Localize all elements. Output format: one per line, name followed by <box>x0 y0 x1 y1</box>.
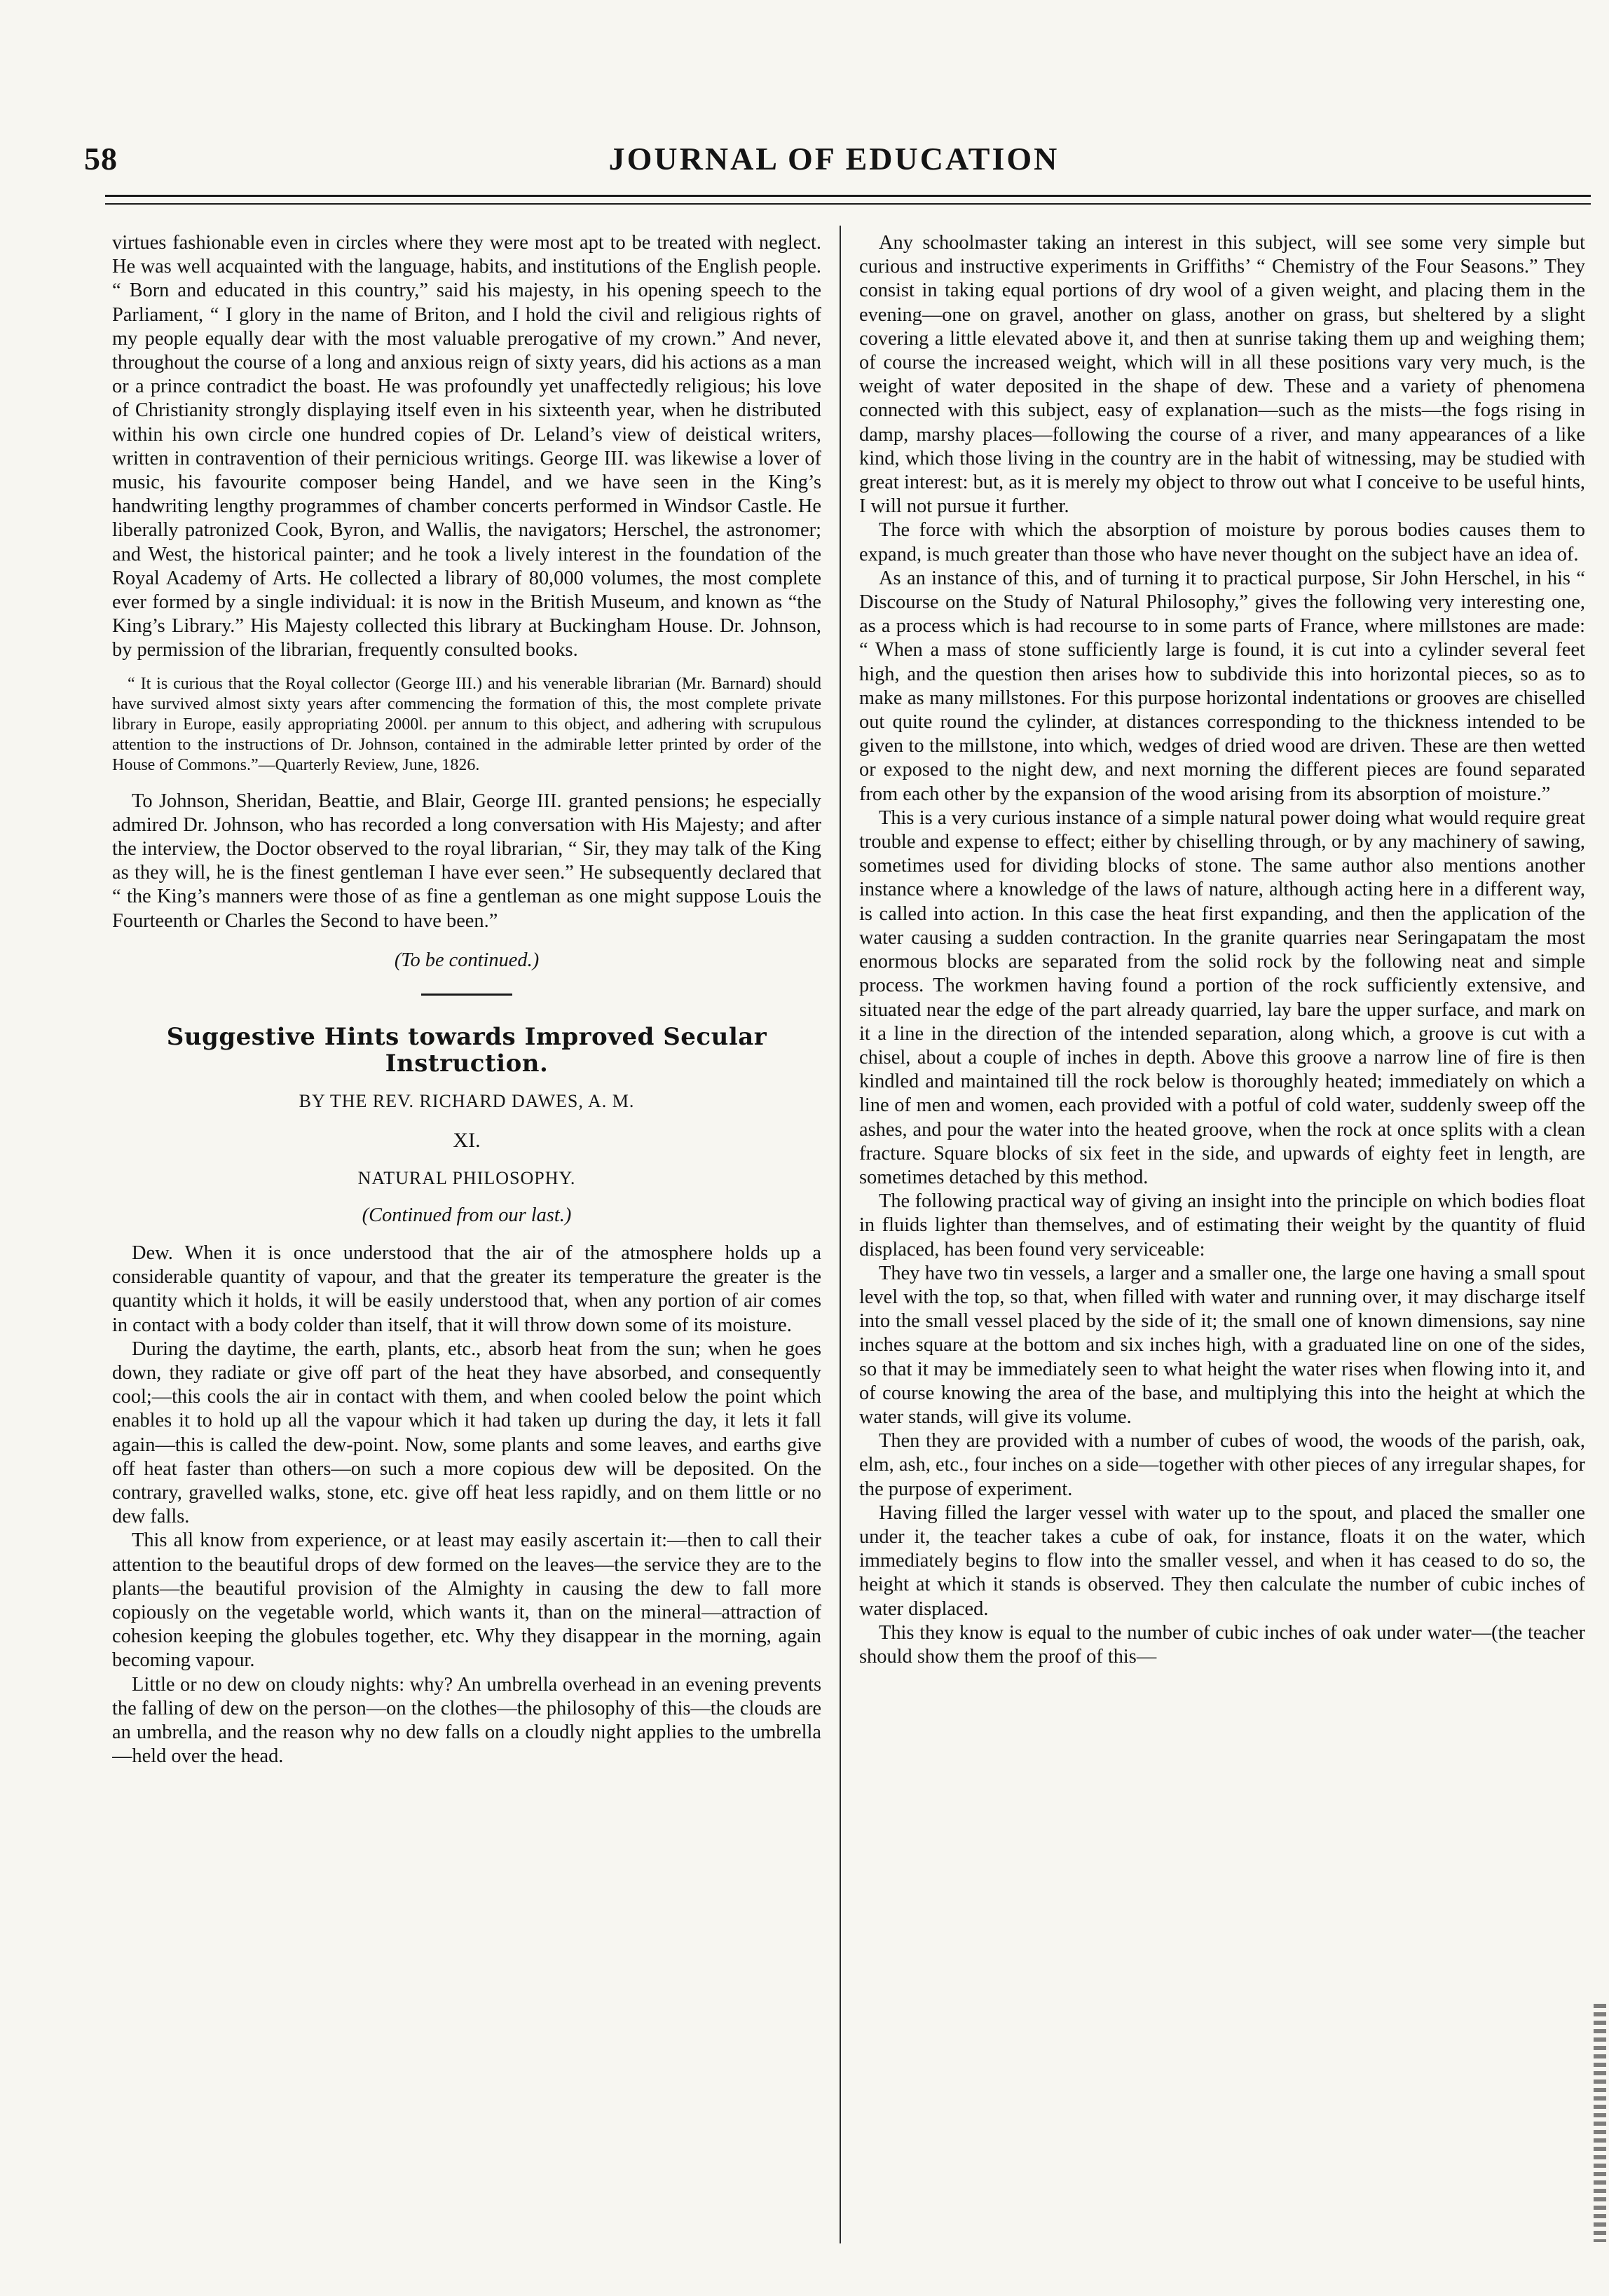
paragraph: This is a very curious instance of a simple natural power doing what would require great trouble and expense to effect; either by chiselling through, or by any machinery of sawing, sometimes used for dividing blocks of stone. The same author also mentions another instance where a knowledge of the laws of nature, although acting here in a different way, is called into action. In this case the heat first expanding, and then the application of the water causing a sudden contraction. In the granite quarries near Seringapatam the most enormous blocks are separated from the solid rock by the following neat and simple process. The workmen having found a portion of the rock sufficiently extensive, and situated near the edge of the part already quarried, lay bare the upper surface, and mark on it a line in the direction of the intended separation, along which, a groove is cut with a chisel, about a couple of inches in depth. Above this groove a narrow line of fire is then kindled and maintained till the rock below is thoroughly heated; immediately on which a line of men and women, each provided with a potful of cold water, suddenly sweep off the ashes, and pour the water into the heated groove, when the rock at once splits with a clean fracture. Square blocks of six feet in the side, and upwards of eighty feet in length, are sometimes detached by this method. <box>859 806 1585 1188</box>
paragraph: To Johnson, Sheridan, Beattie, and Blair, George III. granted pensions; he especially admired Dr. Johnson, who has recorded a long conversation with His Majesty; and after the interview, the Doctor observed to the royal librarian, “ Sir, they may talk of the King as they will, he is the finest gentleman I have ever seen.” He subsequently declared that “ the King’s manners were those of as fine a gentleman as one might suppose Louis the Fourteenth or Charles the Second to have been.” <box>112 790 821 932</box>
paragraph: Dew. When it is once understood that the air of the atmosphere holds up a considerable quantity of vapour, and that the greater its temperature the greater is the quantity which it holds, it will be easily understood that, when any portion of air comes in contact with a body colder than itself, that it will throw down some of its moisture. <box>112 1242 821 1336</box>
continued-note: (Continued from our last.) <box>362 1204 572 1226</box>
to-be-continued: (To be continued.) <box>394 949 540 971</box>
binding-edge-mark <box>1594 2004 1606 2242</box>
right-column <box>859 231 1585 2242</box>
running-title: JOURNAL OF EDUCATION <box>608 141 1060 177</box>
section-subject: NATURAL PHILOSOPHY. <box>357 1168 576 1189</box>
paragraph: They have two tin vessels, a larger and a smaller one, the large one having a small spout level with the top, so that, when filled with water and running over, it may discharge itself into the small vessel placed by the side of it; the small one of known dimensions, say nine inches square at the bottom and six inches high, with a graduated line on one of the sides, so that it may be immediately seen to what height the water rises when flowing into it, and of course knowing the area of the base, and multiplying this into the height at which the water stands, will give its volume. <box>859 1262 1585 1428</box>
paragraph: Having filled the larger vessel with water up to the spout, and placed the smaller one under it, the teacher takes a cube of oak, for instance, floats it on the water, which immediately begins to flow into the smaller vessel, and when it has ceased to do so, the height at which it stands is observed. They then calculate the number of cubic inches of water displaced. <box>859 1501 1585 1620</box>
paragraph: The following practical way of giving an insight into the principle on which bodies float in fluids lighter than themselves, and of estimating their weight by the quantity of fluid displaced, has been found very serviceable: <box>859 1190 1585 1260</box>
column-divider <box>840 226 841 2243</box>
footnote-quote <box>112 674 821 776</box>
paragraph: virtues fashionable even in circles where they were most apt to be treated with neglect. He was well acquainted with the language, habits, and institutions of the English people. “ Born and educated in this country,” said his majesty, in his opening speech to the Parliament, “ I glory in the name of Briton, and I hold the civil and religious rights of my people equally dear with the most valuable prerogative of my crown.” And never, throughout the course of a long and anxious reign of sixty years, did his actions as a man or a prince contradict the boast. He was profoundly yet unaffectedly religious; his love of Christianity strongly displaying itself even in his sixteenth year, when he distributed within his own circle one hundred copies of Dr. Leland’s view of deistical writers, written in contravention of their pernicious writings. George III. was likewise a lover of music, his favourite composer being Handel, and we have seen in the King’s handwriting lengthy programmes of chamber concerts performed in Windsor Castle. He liberally patronized Cook, Byron, and Wallis, the navigators; Herschel, the astronomer; and West, the historical painter; and he took a lively interest in the foundation of the Royal Academy of Arts. He collected a library of 80,000 volumes, the most complete ever formed by a single individual: it is now in the British Museum, and known as “the King’s Library.” His Majesty collected this library at Buckingham House. Dr. Johnson, by permission of the librarian, frequently consulted books. <box>112 232 821 661</box>
byline: BY THE REV. RICHARD DAWES, A. M. <box>299 1091 635 1112</box>
paragraph: The force with which the absorption of moisture by porous bodies causes them to expand, is much greater than those who have never thought on the subject have an idea of. <box>859 519 1585 565</box>
header-rule-thin <box>105 203 1591 205</box>
section-rule <box>421 994 512 996</box>
paragraph: This all know from experience, or at least may easily ascertain it:—then to call their attention to the beautiful drops of dew formed on the leaves—the service they are to the plants—the beautiful provision of the Almighty in causing the dew to fall more copiously on the vegetable world, which wants it, than on the mineral—attraction of cohesion keeping the globules together, etc. Why they disappear in the morning, again becoming vapour. <box>112 1529 821 1672</box>
page-header <box>84 140 1584 182</box>
paragraph: This they know is equal to the number of cubic inches of oak under water—(the teacher should show them the proof of this— <box>859 1621 1585 1668</box>
quote-text: “ It is curious that the Royal collector (George III.) and his venerable librarian (Mr. Barnard) should have survived almost sixty years after commencing the formation of this, the most complete private library in Europe, easily appropriating 2000l. per annum to this object, and adhering with scrupulous attention to the instructions of Dr. Johnson, contained in the admirable letter printed by order of the House of Commons.”—Quarterly Review, June, 1826. <box>112 674 821 774</box>
paragraph: As an instance of this, and of turning it to practical purpose, Sir John Herschel, in his “ Discourse on the Study of Natural Philosophy,” gives the following very interesting one, as a process which is had recourse to in some parts of France, where millstones are made: “ When a mass of stone sufficiently large is found, it is cut into a cylinder several feet high, and the question then arises how to subdivide this into horizontal pieces, so as to make as many millstones. For this purpose horizontal indentations or grooves are chiselled out quite round the cylinder, at distances corresponding to the thickness intended to be given to the millstone, into which, wedges of dried wood are driven. These are then wetted or exposed to the night dew, and next morning the different pieces are found separated from each other by the expansion of the wood arising from its absorption of moisture.” <box>859 567 1585 805</box>
paragraph: Then they are provided with a number of cubes of wood, the woods of the parish, oak, elm, ash, etc., four inches on a side—together with other pieces of any irregular shapes, for the purpose of experiment. <box>859 1430 1585 1500</box>
paragraph: Little or no dew on cloudy nights: why? An umbrella overhead in an evening prevents the falling of dew on the person—on the clothes—the philosophy of this—the clouds are an umbrella, and the reason why no dew falls on a cloudly night applies to the umbrella—held over the head. <box>112 1673 821 1768</box>
article-title: Suggestive Hints towards Improved Secular Instruction. <box>166 1023 767 1078</box>
part-numeral: XI. <box>453 1129 481 1153</box>
page-number: 58 <box>84 141 118 177</box>
paragraph: During the daytime, the earth, plants, etc., absorb heat from the sun; when he goes down, they radiate or give off part of the heat they have absorbed, and consequently cool;—this cools the air in contact with them, and when cooled below the point which enables it to hold up all the vapour which it had taken up during the day, it lets it fall again—this is called the dew-point. Now, some plants and some leaves, and earths give off heat faster than others—on such a more copious dew will be deposited. On the contrary, gravelled walks, stone, etc. give off heat less rapidly, and on them little or no dew falls. <box>112 1338 821 1528</box>
header-rule-thick <box>105 195 1591 197</box>
left-column <box>112 231 821 2242</box>
paragraph: Any schoolmaster taking an interest in this subject, will see some very simple but curious and instructive experiments in Griffiths’ “ Chemistry of the Four Seasons.” They consist in taking equal portions of dry wool of a given weight, and placing them in the evening—one on gravel, another on glass, another on grass, but sheltered by a slight covering a little elevated above it, and then at sunrise taking them up and weighing them; of course the increased weight, which will in all these positions vary very much, is the weight of water deposited in the shape of dew. These and a variety of phenomena connected with this subject, easy of explanation—such as the mists—the fogs rising in damp, marshy places—following the course of a river, and many appearances of a like kind, which those living in the country are in the habit of witnessing, may be studied with great interest: but, as it is merely my object to throw out what I conceive to be useful hints, I will not pursue it further. <box>859 232 1585 518</box>
